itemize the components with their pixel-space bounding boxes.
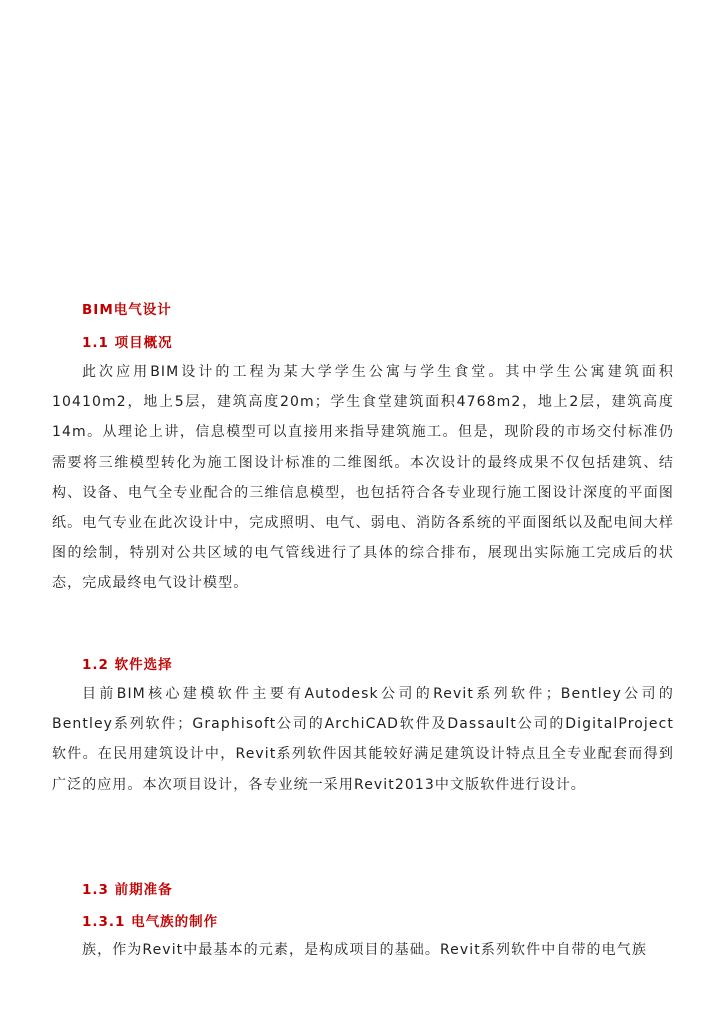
section-heading-1-2: 1.2 软件选择 <box>82 657 173 673</box>
section-heading-1-1: 1.1 项目概况 <box>82 335 173 351</box>
paragraph-electrical-family: 族，作为Revit中最基本的元素，是构成项目的基础。Revit系列软件中自带的电气族 <box>82 942 647 958</box>
section-heading-1-3: 1.3 前期准备 <box>82 882 173 898</box>
paragraph-project-overview: 此次应用BIM设计的工程为某大学学生公寓与学生食堂。其中学生公寓建筑面积10410m2，地上5层，建筑高度20m；学生食堂建筑面积4768m2，地上2层，建筑高度14m。从理论上讲，信息模型可以直接用来指导建筑施工。但是，现阶段的市场交付标准仍需要将三维模型转化为施工图设计标准的二维图纸。本次设计的最终成果不仅包括建筑、结构、设备、电气全专业配合的三维信息模型，也包括符合各专业现行施工图设计深度的平面图纸。电气专业在此次设计中，完成照明、电气、弱电、消防各系统的平面图纸以及配电间大样图的绘制，特别对公共区域的电气管线进行了具体的综合排布，展现出实际施工完成后的状态，完成最终电气设计模型。 <box>52 364 674 592</box>
paragraph-software-selection: 目前BIM核心建模软件主要有Autodesk公司的Revit系列软件；Bentley公司的Bentley系列软件；Graphisoft公司的ArchiCAD软件及Dassault公司的DigitalProject软件。在民用建筑设计中，Revit系列软件因其能较好满足建筑设计特点且全专业配套而得到广泛的应用。本次项目设计，各专业统一采用Revit2013中文版软件进行设计。 <box>52 686 674 793</box>
section-heading-bim-electrical: BIM电气设计 <box>82 302 172 318</box>
section-heading-1-3-1: 1.3.1 电气族的制作 <box>82 914 219 930</box>
